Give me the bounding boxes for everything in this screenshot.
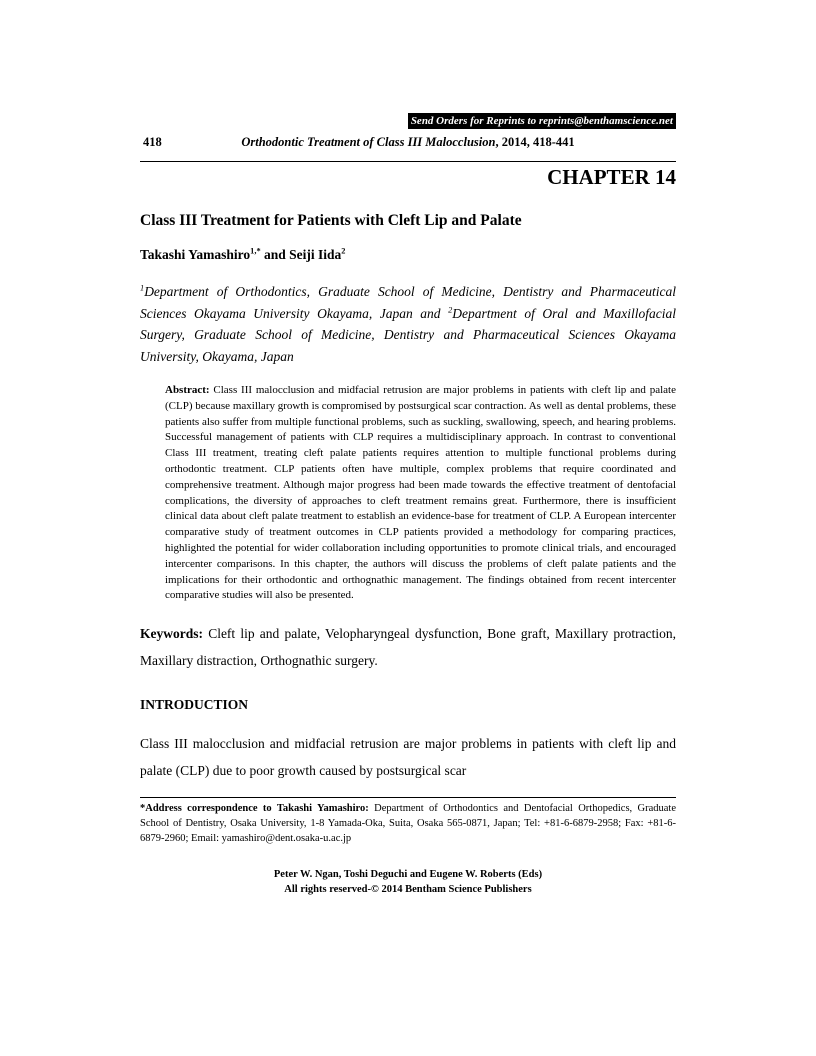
chapter-label: CHAPTER 14 [547,165,676,189]
section-heading-introduction: INTRODUCTION [140,697,249,713]
header-rule [140,161,676,162]
affiliation-1-mark: 1 [140,283,145,293]
abstract-label: Abstract: [165,384,210,396]
reprint-row [140,112,676,129]
copyright-line: All rights reserved-© 2014 Bentham Science Publishers [284,883,532,895]
keywords-text: Cleft lip and palate, Velopharyngeal dysfunction, Bone graft, Maxillary protraction, Maxillary distraction, Orthognathic surgery. [140,626,676,669]
article-title: Class III Treatment for Patients with Cleft Lip and Palate [140,212,522,229]
authors-connector: and [260,247,290,262]
footnote-label: *Address correspondence to Takashi Yamashiro: [140,803,369,815]
editors-line: Peter W. Ngan, Toshi Deguchi and Eugene W. Roberts (Eds) [273,868,543,880]
abstract-block [165,383,676,604]
introduction-paragraph: Class III malocclusion and midfacial retrusion are major problems in patients with cleft lip and palate (CLP) due to poor growth caused by postsurgical scar [140,736,676,779]
abstract-text: Class III malocclusion and midfacial retrusion are major problems in patients with cleft lip and palate (CLP) because maxillary growth is compromised by postsurgical scar contraction. As well as dental problems, these patients also suffer from multiple functional problems, such as suckling, swallowing, speech, and hearing problems. Successful management of patients with CLP requires a multidisciplinary approach. In contrast to conventional Class III treatment, treating cleft palate patients requires attention to multiple functional problems during orthodontic treatment. CLP patients often have multiple, complex problems that require coordinated and comprehensive treatment. Although major progress had been made towards the effective treatment of dentofacial complications, the diversity of approaches to cleft treatment remains great. Furthermore, there is insufficient clinical data about cleft palate treatment to establish an evidence-base for treatment of CLP. A European intercenter comparative study of treatment outcomes in CLP patients provided a methodology for comparing practices, highlighted the potential for wider collaboration including opportunities to promote clinical trials, and encouraged intercenter comparisons. In this chapter, the authors will discuss the problems of cleft palate patients and the implications for their orthodontic and orthognathic management. The findings obtained from recent intercenter comparative studies will also be presented. [165,384,676,602]
footnote-rule [140,797,676,798]
author-2-affiliation-mark: 2 [341,246,346,256]
book-reference [241,135,574,149]
article [140,211,676,784]
reprint-notice: Send Orders for Reprints to reprints@benthamscience.net [408,113,676,129]
page-header [140,112,676,190]
book-meta: , 2014, 418-441 [495,135,575,149]
page-number: 418 [143,135,162,149]
affiliation-2-mark: 2 [448,305,453,314]
publication-line [140,134,676,150]
author-1: Takashi Yamashiro [140,247,251,262]
affiliation-1-text: Department of Orthodontics, Graduate School of Medicine, Dentistry and Pharmaceutical Sciences Okayama University Okayama, Japan and [140,284,676,321]
book-title: Orthodontic Treatment of Class III Malocclusion [241,135,496,149]
author-2: Seiji Iida [289,247,342,262]
affiliations [140,281,676,367]
keywords-block [140,620,676,674]
author-1-affiliation-mark: 1,* [250,246,261,256]
footnote-text: Department of Orthodontics and Dentofacial Orthopedics, Graduate School of Dentistry, Osaka University, 1-8 Yamada-Oka, Suita, Osaka 565-0871, Japan; Tel: +81-6-6879-2958; Fax: +81-6-6879-2960; Email: yamashiro@dent.osaka-u.ac.jp [140,803,676,844]
publisher-footer [140,867,676,897]
affiliation-2-text: Department of Oral and Maxillofacial Surgery, Graduate School of Medicine, Dentistry and Pharmaceutical Sciences Okayama University, Okayama, Japan [140,305,676,364]
correspondence-footnote [140,802,676,846]
authors-line [140,246,676,263]
keywords-label: Keywords: [140,626,203,642]
page-footer [140,797,676,896]
